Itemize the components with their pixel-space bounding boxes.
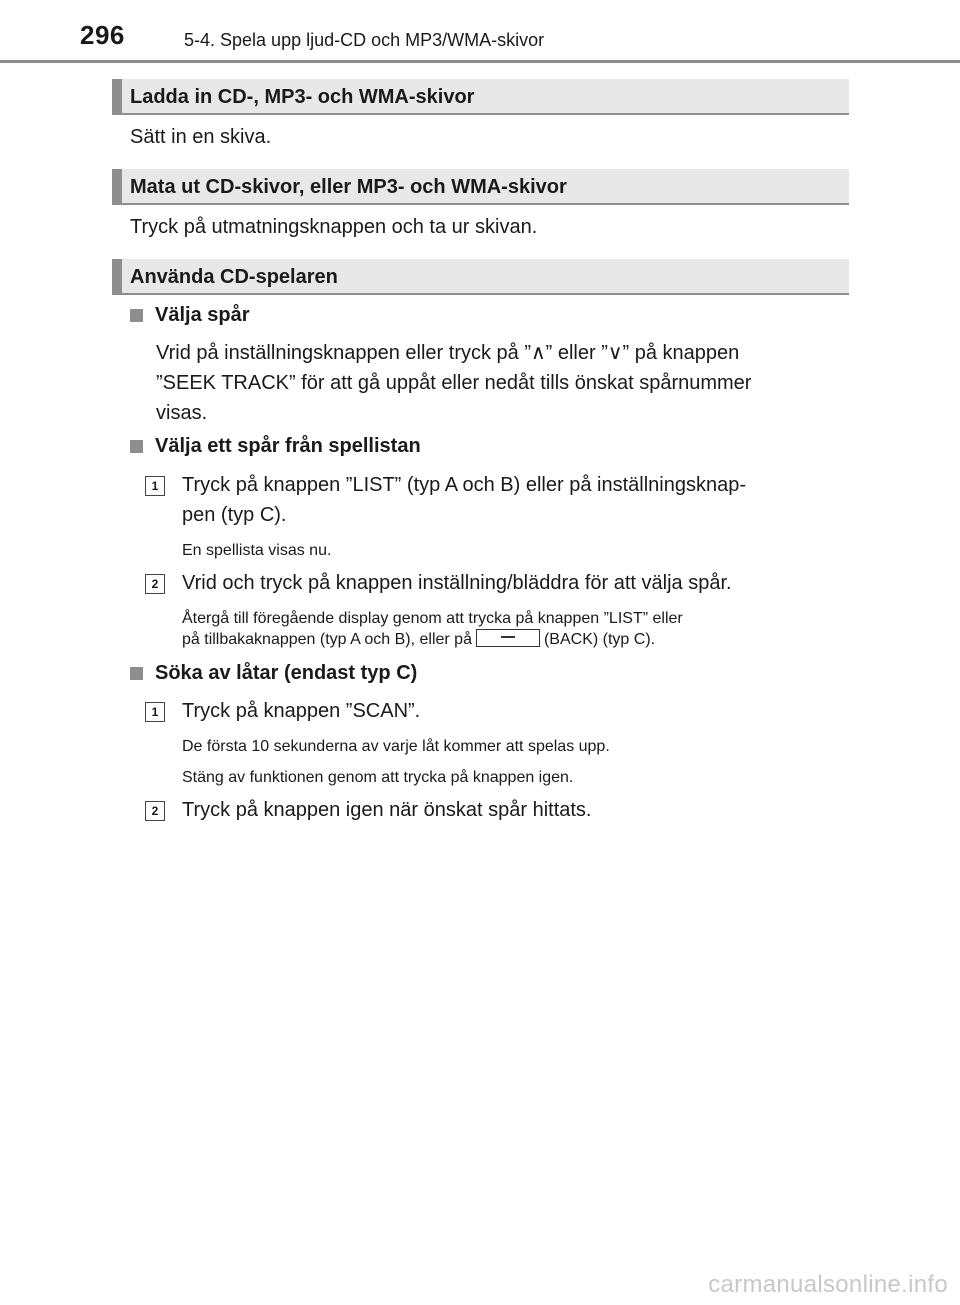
- chapter-title: 5-4. Spela upp ljud-CD och MP3/WMA-skivor: [184, 30, 545, 50]
- playlist-step-2: Vrid och tryck på knappen inställning/bläddra för att välja spår.: [182, 572, 732, 594]
- step-number-icon: 2: [145, 574, 165, 594]
- scan-step-1-note-2: Stäng av funktionen genom att trycka på knappen igen.: [182, 769, 574, 786]
- note-line: Återgå till föregående display genom att trycka på knappen ”LIST” eller: [182, 610, 683, 627]
- note-text: på tillbakaknappen (typ A och B), eller på: [182, 631, 472, 648]
- header-divider: [0, 60, 960, 63]
- playlist-step-1-note: En spellista visas nu.: [182, 542, 332, 559]
- playlist-step-2-note: [182, 608, 844, 650]
- load-disc-text: Sätt in en skiva.: [130, 126, 272, 148]
- select-track-paragraph: [156, 338, 842, 428]
- square-bullet-icon: [130, 440, 143, 453]
- subheading-scan: [130, 662, 417, 685]
- section-title: Mata ut CD-skivor, eller MP3- och WMA-skivor: [130, 176, 567, 198]
- page-number: 296: [80, 20, 125, 50]
- page-header: [0, 0, 960, 66]
- step-number-icon: 1: [145, 476, 165, 496]
- scan-step-2: Tryck på knappen igen när önskat spår hittats.: [182, 799, 592, 821]
- step-line: pen (typ C).: [182, 504, 287, 526]
- section-title: Ladda in CD-, MP3- och WMA-skivor: [130, 86, 475, 108]
- eject-disc-text: Tryck på utmatningsknappen och ta ur skivan.: [130, 216, 538, 238]
- playlist-step-1: [182, 470, 842, 530]
- watermark: carmanualsonline.info: [708, 1271, 948, 1298]
- subheading-playlist: [130, 435, 421, 458]
- subheading-text: Välja ett spår från spellistan: [155, 435, 421, 457]
- scan-step-1-note-1: De första 10 sekunderna av varje låt kommer att spelas upp.: [182, 738, 610, 755]
- section-heading-eject-discs: [112, 169, 849, 205]
- subheading-text: Söka av låtar (endast typ C): [155, 662, 418, 684]
- paragraph-line: ”SEEK TRACK” för att gå uppåt eller nedåt tills önskat spårnummer: [156, 372, 752, 394]
- note-text: (BACK) (typ C).: [543, 631, 656, 648]
- paragraph-line: visas.: [156, 402, 208, 424]
- paragraph-line: Vrid på inställningsknappen eller tryck på ”∧” eller ”∨” på knappen: [156, 342, 740, 364]
- back-button-icon: [476, 629, 540, 647]
- scan-step-1: Tryck på knappen ”SCAN”.: [182, 700, 421, 722]
- section-heading-load-discs: [112, 79, 849, 115]
- step-line: Tryck på knappen ”LIST” (typ A och B) eller på inställningsknap-: [182, 474, 746, 496]
- subheading-select-track: [130, 304, 250, 327]
- section-title: Använda CD-spelaren: [130, 266, 338, 288]
- step-number-icon: 1: [145, 702, 165, 722]
- section-heading-use-cd-player: [112, 259, 849, 295]
- subheading-text: Välja spår: [155, 304, 250, 326]
- step-number-icon: 2: [145, 801, 165, 821]
- note-line: [182, 629, 844, 650]
- square-bullet-icon: [130, 309, 143, 322]
- square-bullet-icon: [130, 667, 143, 680]
